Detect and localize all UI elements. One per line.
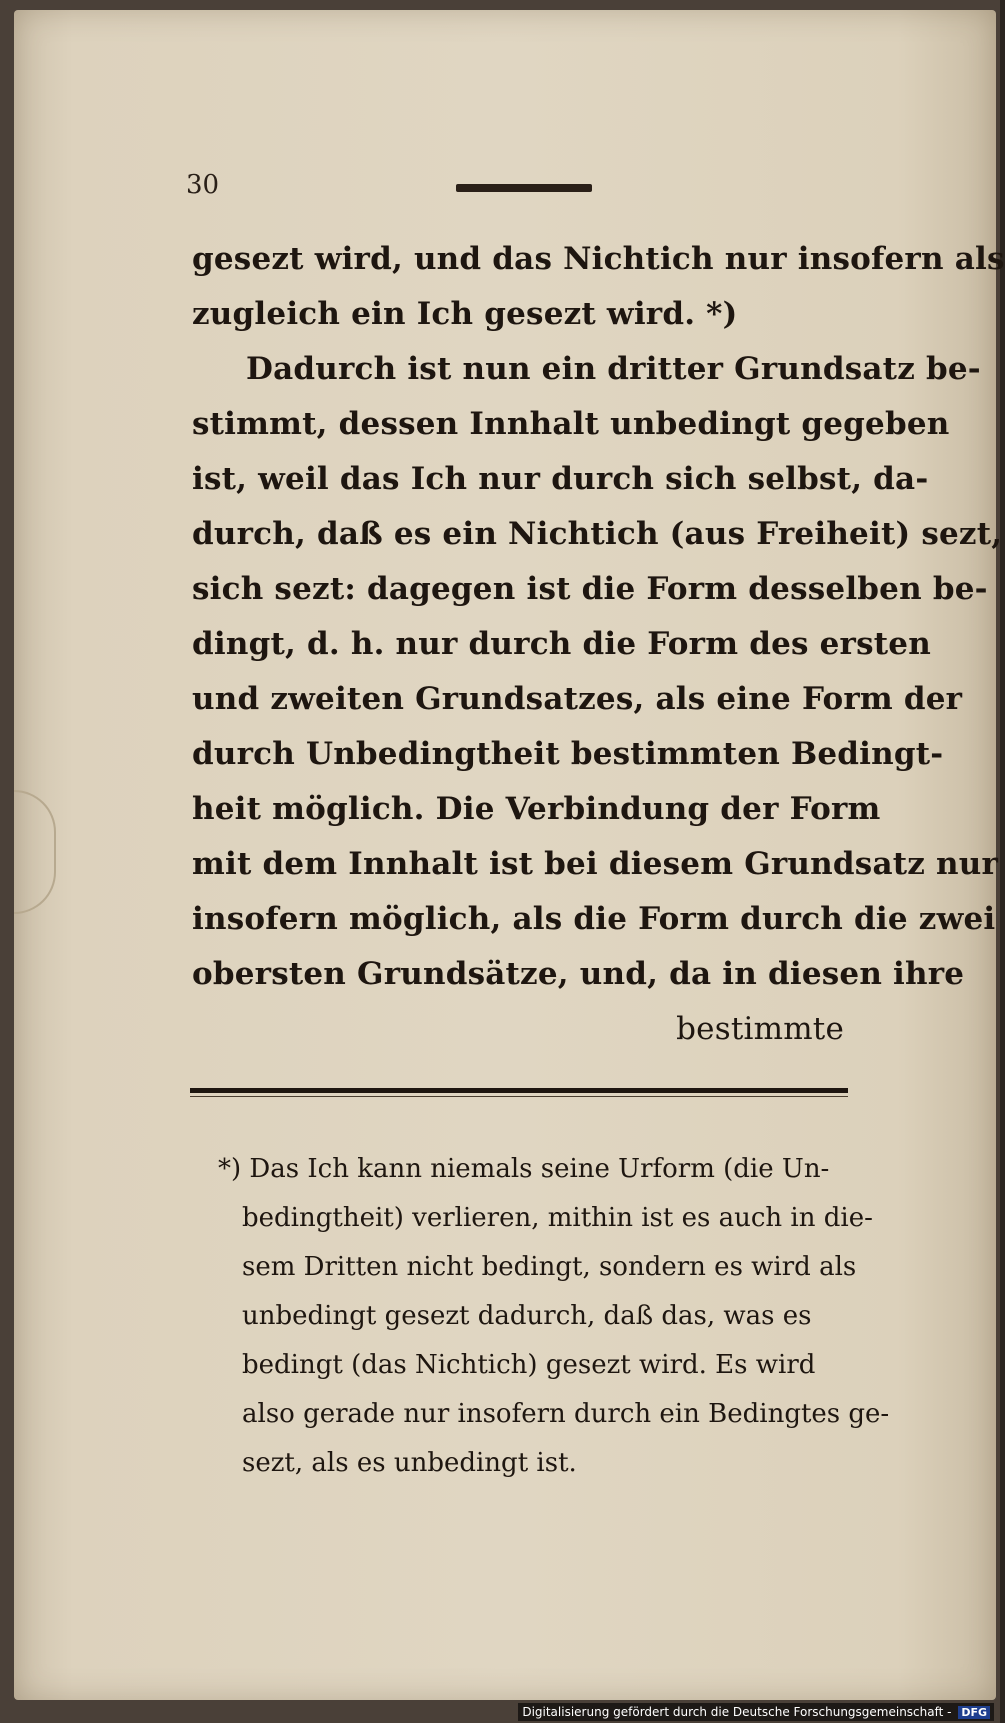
page-header <box>186 170 806 210</box>
footnote-line: *) Das Ich kann niemals seine Urform (die Un- <box>218 1154 830 1184</box>
text-line: durch Unbedingtheit bestimmten Bedingt- <box>192 736 944 772</box>
header-rule <box>456 184 592 192</box>
text-line: gesezt wird, und das Nichtich nur insofern als <box>192 241 1005 277</box>
footnote-line: sem Dritten nicht bedingt, sondern es wird als <box>242 1252 857 1282</box>
text-line: ist, weil das Ich nur durch sich selbst, da- <box>192 461 929 497</box>
page-edge-mark <box>14 790 56 914</box>
digitization-credit <box>518 1703 994 1721</box>
text-line: insofern möglich, als die Form durch die zwei <box>192 901 996 937</box>
text-line: Dadurch ist nun ein dritter Grundsatz be- <box>246 351 981 387</box>
text-line: obersten Grundsätze, und, da in diesen ihre <box>192 956 965 992</box>
text-line: heit möglich. Die Verbindung der Form <box>192 791 881 827</box>
footnote-rule-thin <box>190 1096 848 1097</box>
text-line: mit dem Innhalt ist bei diesem Grundsatz nur <box>192 846 999 882</box>
footnote <box>218 1145 890 1488</box>
body-text <box>192 232 1005 1057</box>
footnote-rule <box>190 1088 848 1093</box>
catchword: bestimmte <box>676 1011 844 1047</box>
footnote-line: sezt, als es unbedingt ist. <box>242 1448 577 1478</box>
text-line: zugleich ein Ich gesezt wird. *) <box>192 296 738 332</box>
footnote-line: unbedingt gesezt dadurch, daß das, was es <box>242 1301 812 1331</box>
dfg-logo-icon: DFG <box>958 1706 990 1719</box>
footnote-line: also gerade nur insofern durch ein Bedingtes ge- <box>242 1399 890 1429</box>
text-line: durch, daß es ein Nichtich (aus Freiheit) sezt, <box>192 516 1003 552</box>
text-line: dingt, d. h. nur durch die Form des ersten <box>192 626 931 662</box>
text-line: sich sezt: dagegen ist die Form desselben be- <box>192 571 988 607</box>
text-line: und zweiten Grundsatzes, als eine Form der <box>192 681 963 717</box>
page-number: 30 <box>186 170 220 200</box>
credit-text: Digitalisierung gefördert durch die Deutsche Forschungsgemeinschaft - <box>522 1705 952 1719</box>
footnote-line: bedingt (das Nichtich) gesezt wird. Es wird <box>242 1350 816 1380</box>
footnote-line: bedingtheit) verlieren, mithin ist es auch in die- <box>242 1203 873 1233</box>
text-line: stimmt, dessen Innhalt unbedingt gegeben <box>192 406 950 442</box>
